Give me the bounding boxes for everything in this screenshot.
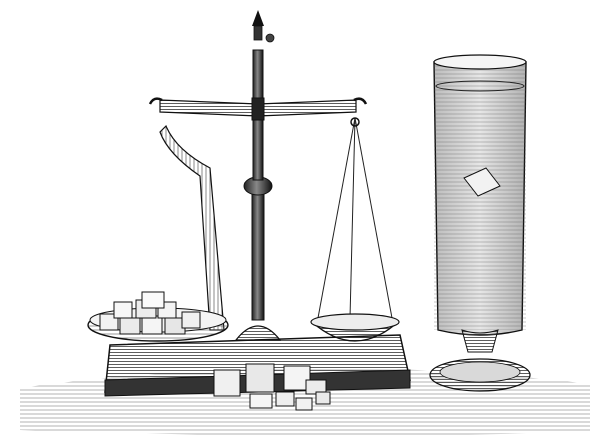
right-pan-strings [318, 118, 392, 318]
glass-cylinder [430, 55, 530, 391]
scale-column [236, 10, 280, 340]
left-pan-arm [160, 126, 224, 330]
cube-pile [100, 292, 200, 334]
balance-beam [150, 98, 366, 120]
